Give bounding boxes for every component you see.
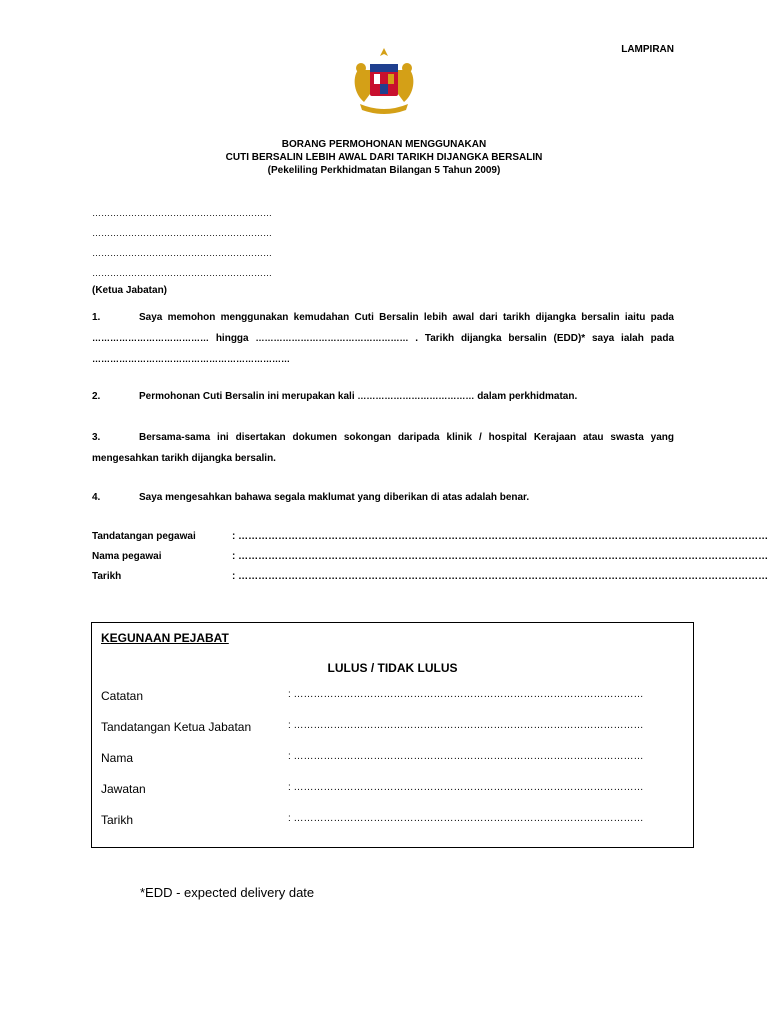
head-name-field[interactable]: : ……………………………………………………………………………………………: [288, 751, 644, 762]
paragraph-3-number: 3.: [92, 432, 101, 443]
address-line-4[interactable]: ……………………………………………………: [92, 268, 272, 278]
position-field[interactable]: : ……………………………………………………………………………………………: [288, 782, 644, 793]
office-row-catatan: [101, 689, 661, 707]
head-signature-field[interactable]: : ……………………………………………………………………………………………: [288, 720, 644, 731]
paragraph-1-text-c: . Tarikh dijangka bersalin (EDD)* saya ialah pada: [415, 333, 675, 344]
start-date-field[interactable]: …………………………………: [92, 333, 209, 343]
edd-date-field[interactable]: …………………………………………………………: [92, 354, 290, 364]
title-line-2: CUTI BERSALIN LEBIH AWAL DARI TARIKH DIJANGKA BERSALIN: [225, 152, 543, 163]
office-row-tandatangan: [101, 720, 661, 738]
paragraph-2-number: 2.: [92, 391, 101, 402]
count-field[interactable]: …………………………………: [357, 391, 475, 401]
edd-footnote: *EDD - expected delivery date: [140, 885, 315, 900]
paragraph-2: [92, 386, 674, 407]
office-row-tarikh: [101, 813, 661, 831]
catatan-field[interactable]: : ……………………………………………………………………………………………: [288, 689, 644, 700]
ketua-jabatan-label: (Ketua Jabatan): [92, 285, 168, 296]
approval-status[interactable]: LULUS / TIDAK LULUS: [327, 661, 458, 675]
title-line-3: (Pekeliling Perkhidmatan Bilangan 5 Tahun 2009): [267, 165, 501, 176]
paragraph-2-text-a: Permohonan Cuti Bersalin ini merupakan kali: [139, 391, 355, 402]
signature-row: [92, 527, 768, 547]
date-label: Tarikh: [92, 571, 122, 582]
paragraph-3: [92, 427, 674, 469]
paragraph-1-text-a: Saya memohon menggunakan kemudahan Cuti Bersalin lebih awal dari tarikh dijangka bersalin iaitu pada: [139, 312, 674, 323]
address-line-3[interactable]: ……………………………………………………: [92, 248, 272, 258]
head-signature-label: Tandatangan Ketua Jabatan: [101, 720, 252, 734]
office-row-nama: [101, 751, 661, 769]
end-date-field[interactable]: ……………………………………………: [255, 333, 409, 343]
office-row-jawatan: [101, 782, 661, 800]
lampiran-label: LAMPIRAN: [621, 44, 674, 55]
date-row: [92, 567, 768, 587]
signature-label: Tandatangan pegawai: [92, 531, 196, 542]
signature-block: [92, 527, 768, 587]
paragraph-1: [92, 307, 674, 370]
paragraph-4-number: 4.: [92, 492, 101, 503]
paragraph-2-text-b: dalam perkhidmatan.: [477, 391, 578, 402]
office-date-label: Tarikh: [101, 813, 134, 827]
catatan-label: Catatan: [101, 689, 144, 703]
officer-name-label: Nama pegawai: [92, 551, 162, 562]
address-line-2[interactable]: ……………………………………………………: [92, 228, 272, 238]
paragraph-3-text: Bersama-sama ini disertakan dokumen sokongan daripada klinik / hospital Kerajaan atau swasta yang mengesahkan tarikh dijangka bersalin.: [92, 432, 674, 464]
signature-field[interactable]: : ……………………………………………………………………………………………………………………………………………: [232, 531, 768, 542]
office-use-box: [91, 622, 694, 848]
address-block: [92, 203, 272, 283]
head-name-label: Nama: [101, 751, 134, 765]
officer-name-field[interactable]: : ……………………………………………………………………………………………………………………………………………: [232, 551, 768, 562]
position-label: Jawatan: [101, 782, 146, 796]
paragraph-4: [92, 487, 674, 508]
malaysia-coat-of-arms-icon: [344, 44, 424, 124]
officer-name-row: [92, 547, 768, 567]
paragraph-1-text-b: hingga: [215, 333, 249, 344]
office-date-field[interactable]: : ……………………………………………………………………………………………: [288, 813, 644, 824]
form-title: [0, 138, 768, 177]
paragraph-1-number: 1.: [92, 312, 101, 323]
date-field[interactable]: : ……………………………………………………………………………………………………………………………………………: [232, 571, 768, 582]
title-line-1: BORANG PERMOHONAN MENGGUNAKAN: [281, 139, 487, 150]
paragraph-4-text: Saya mengesahkan bahawa segala maklumat yang diberikan di atas adalah benar.: [139, 492, 530, 503]
office-use-title: KEGUNAAN PEJABAT: [101, 631, 229, 645]
address-line-1[interactable]: ……………………………………………………: [92, 208, 272, 218]
